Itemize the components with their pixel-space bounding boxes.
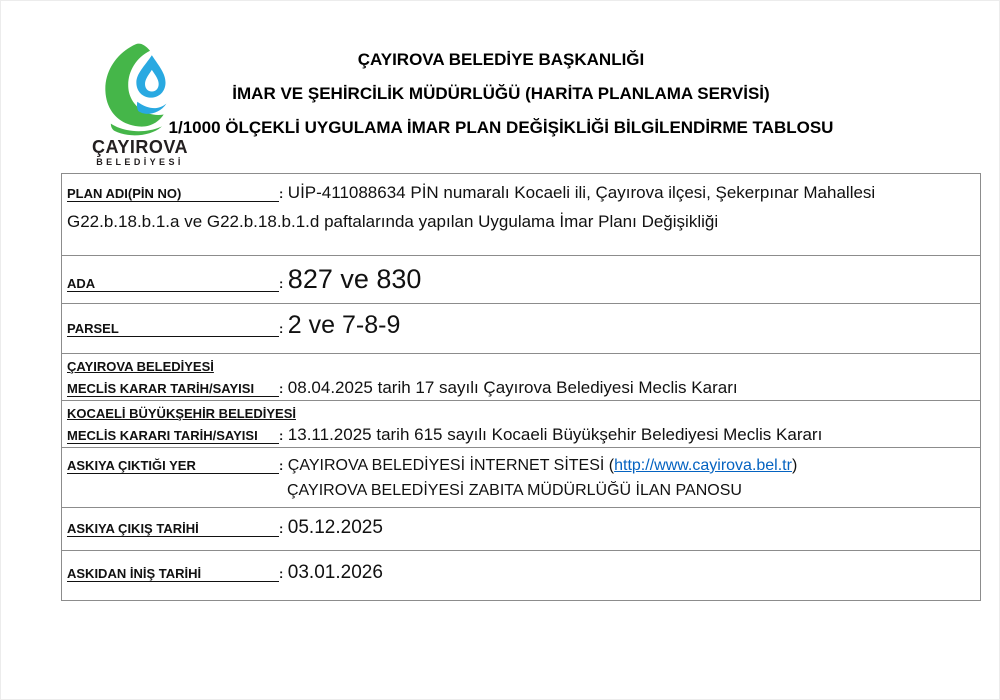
row-plan-adi	[62, 174, 980, 256]
cayirova-website-link[interactable]: http://www.cayirova.bel.tr	[614, 457, 792, 474]
cayirova-belediyesi-heading: ÇAYIROVA BELEDİYESİ	[67, 359, 214, 374]
askiya-yer-label: ASKIYA ÇIKTIĞI YER	[67, 458, 196, 473]
ada-label-underline	[67, 276, 279, 292]
plan-adi-value: UİP-411088634 PİN numaralı Kocaeli ili, Çayırova ilçesi, Şekerpınar Mahallesi G22.b.18.b.1.a ve G22.b.18.b.1.d paftalarında yapılan Uygulama İmar Planı Değişikliği	[67, 183, 876, 231]
ada-value: 827 ve 830	[287, 264, 422, 294]
ada-colon: :	[279, 276, 284, 291]
askiya-cikis-label: ASKIYA ÇIKIŞ TARİHİ	[67, 521, 199, 536]
kocaeli-meclis-karar-colon: :	[279, 428, 284, 443]
askidan-inis-colon: :	[279, 566, 284, 581]
askiya-yer-value-line2: ÇAYIROVA BELEDİYESİ ZABITA MÜDÜRLÜĞÜ İLAN PANOSU	[287, 482, 742, 499]
kocaeli-meclis-karar-label: MECLİS KARARI TARİH/SAYISI	[67, 428, 258, 443]
row-cayirova-meclis-karari	[62, 354, 980, 401]
meclis-karar-colon: :	[279, 381, 284, 396]
askiya-yer-label-underline	[67, 458, 279, 474]
row-ada	[62, 256, 980, 304]
plan-info-table	[61, 173, 981, 601]
plan-adi-colon: :	[279, 186, 284, 201]
header-title-1: ÇAYIROVA BELEDİYE BAŞKANLIĞI	[357, 50, 645, 69]
logo-name: ÇAYIROVA	[91, 137, 189, 157]
header-title-3: 1/1000 ÖLÇEKLİ UYGULAMA İMAR PLAN DEĞİŞİKLİĞİ BİLGİLENDİRME TABLOSU	[168, 118, 834, 137]
askiya-cikis-colon: :	[279, 521, 284, 536]
askiya-yer-value-suffix: )	[791, 457, 798, 474]
meclis-karar-label: MECLİS KARAR TARİH/SAYISI	[67, 381, 255, 396]
askidan-inis-value: 03.01.2026	[287, 562, 383, 583]
header-title-2: İMAR VE ŞEHİRCİLİK MÜDÜRLÜĞÜ (HARİTA PLANLAMA SERVİSİ)	[232, 84, 770, 103]
askiya-yer-colon: :	[279, 458, 284, 473]
plan-adi-label: PLAN ADI(PİN NO)	[67, 186, 182, 201]
parsel-label-underline	[67, 321, 279, 337]
meclis-karar-value: 08.04.2025 tarih 17 sayılı Çayırova Belediyesi Meclis Kararı	[287, 378, 738, 397]
askiya-yer-value-prefix: ÇAYIROVA BELEDİYESİ İNTERNET SİTESİ (	[287, 457, 615, 474]
askiya-cikis-value: 05.12.2025	[287, 517, 383, 538]
row-askidan-inis-tarihi	[62, 551, 980, 600]
askidan-inis-label-underline	[67, 566, 279, 582]
parsel-value: 2 ve 7-8-9	[287, 311, 401, 339]
askidan-inis-label: ASKIDAN İNİŞ TARİHİ	[67, 566, 202, 581]
kocaeli-meclis-karar-value: 13.11.2025 tarih 615 sayılı Kocaeli Büyükşehir Belediyesi Meclis Kararı	[287, 425, 823, 444]
row-kocaeli-meclis-karari	[62, 401, 980, 448]
askiya-cikis-label-underline	[67, 521, 279, 537]
row-askiya-cikis-tarihi	[62, 508, 980, 551]
plan-adi-label-underline	[67, 186, 279, 202]
logo-subtitle: BELEDİYESİ	[96, 157, 184, 167]
document-header	[1, 49, 1000, 151]
ada-label: ADA	[67, 276, 96, 291]
parsel-label: PARSEL	[67, 321, 119, 336]
row-askiya-ciktigi-yer	[62, 448, 980, 508]
parsel-colon: :	[279, 321, 284, 336]
meclis-karar-label-underline	[67, 381, 279, 397]
row-parsel	[62, 304, 980, 354]
kocaeli-belediyesi-heading: KOCAELİ BÜYÜKŞEHİR BELEDİYESİ	[67, 406, 296, 421]
kocaeli-meclis-karar-label-underline	[67, 428, 279, 444]
